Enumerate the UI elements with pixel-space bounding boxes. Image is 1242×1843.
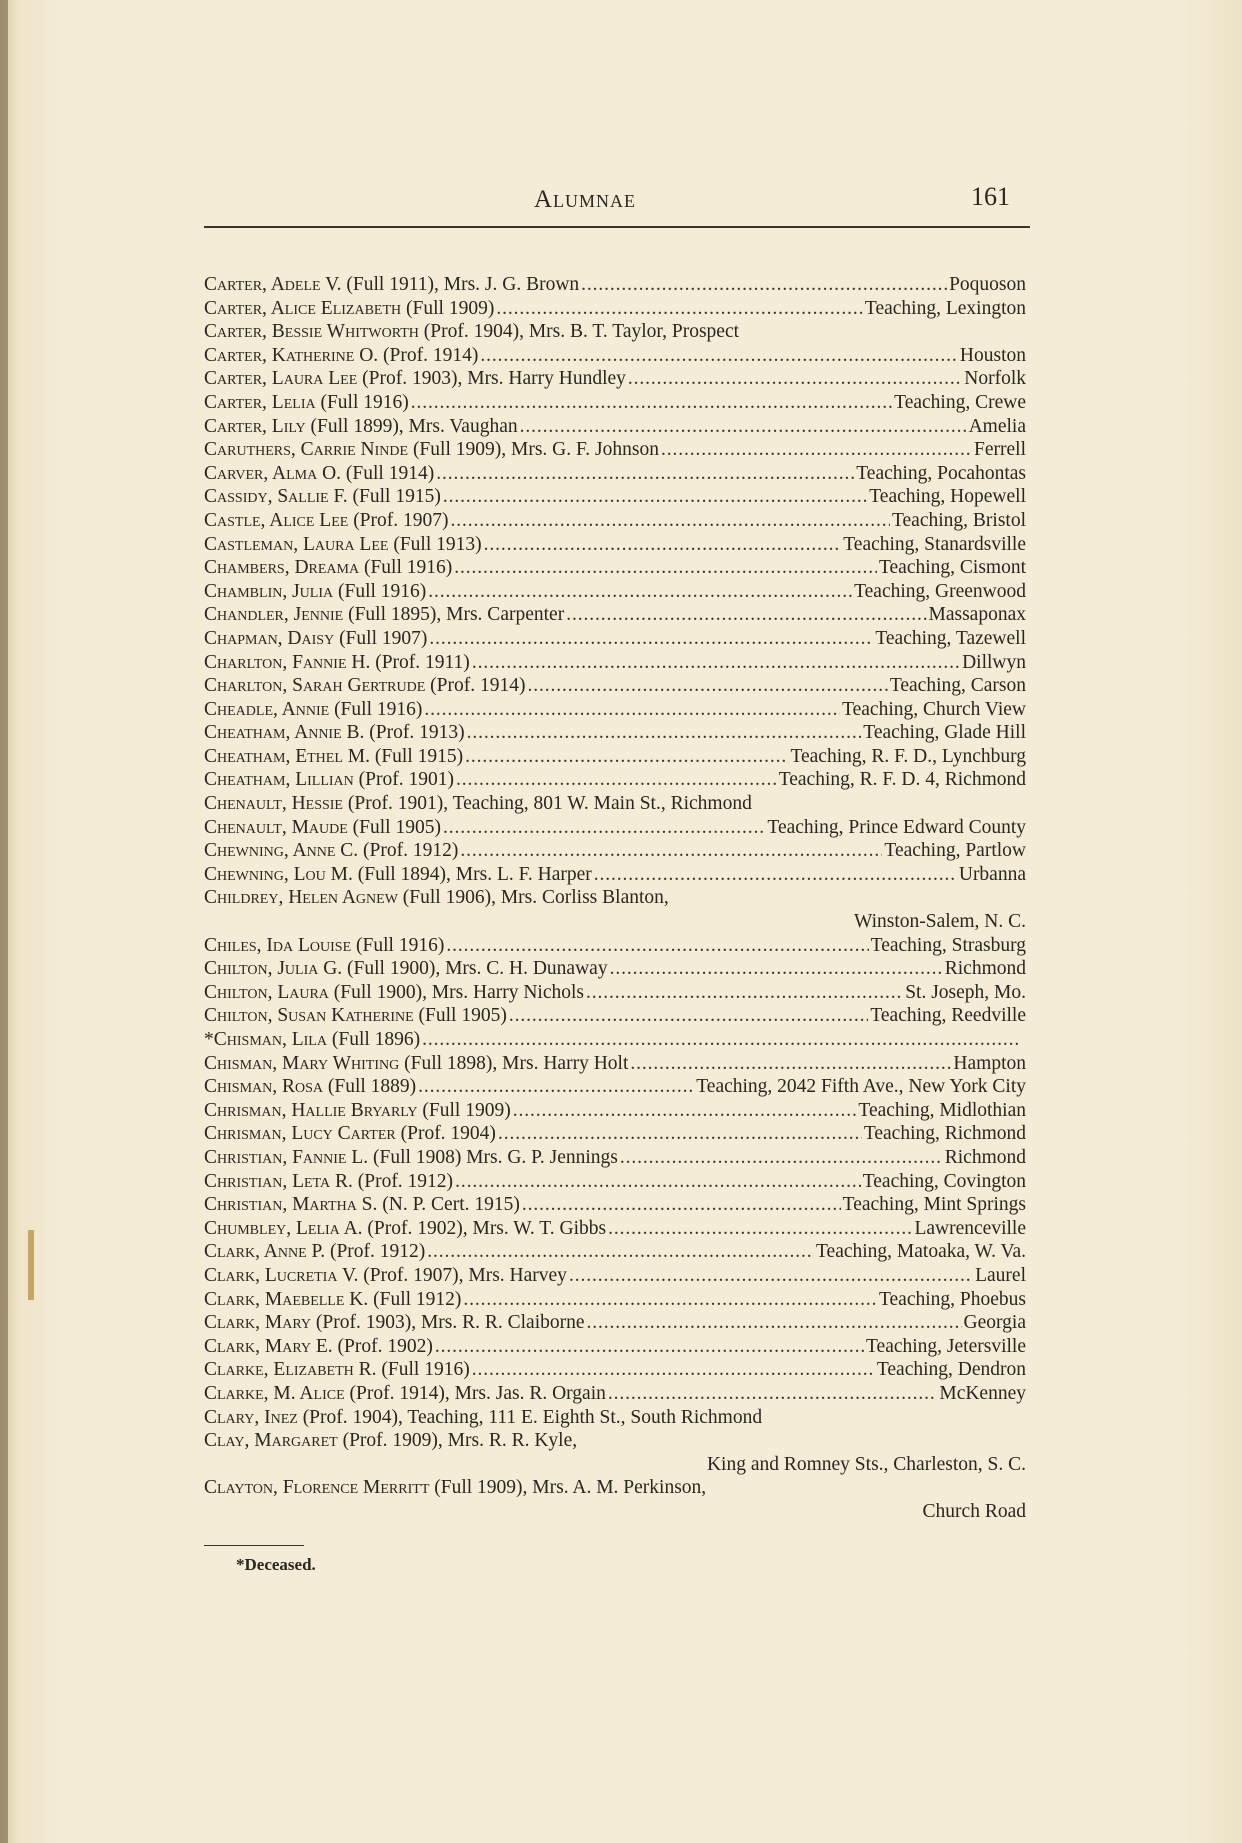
page-edge-shadow <box>0 0 8 1843</box>
list-item <box>204 816 1026 840</box>
entry-details: (Full 1913) <box>393 533 482 555</box>
entry-name: Caruthers, Carrie Ninde <box>204 439 409 461</box>
entry-continuation: Church Road <box>922 1500 1026 1522</box>
entry-name: Clay, Margaret <box>204 1430 338 1452</box>
entry-destination: Teaching, Midlothian <box>858 1099 1026 1121</box>
entry-details: (Full 1916) <box>356 934 445 956</box>
list-item <box>204 367 1026 391</box>
entry-name: Carter, Lelia <box>204 391 316 413</box>
entry-details: (Full 1896) <box>331 1029 421 1050</box>
entry-destination: Teaching, Crewe <box>894 391 1026 413</box>
entry-details: (Full 1916) <box>363 557 453 579</box>
list-item <box>204 1052 1026 1076</box>
list-item <box>204 1028 1026 1052</box>
list-item <box>204 391 1026 415</box>
entry-name: Chumbley, Lelia A. <box>204 1217 363 1239</box>
entry-details: (Prof. 1904) <box>400 1123 496 1145</box>
leader-dots <box>484 533 842 557</box>
entry-details: (Full 1894), Mrs. L. F. Harper <box>357 863 592 885</box>
leader-dots <box>472 651 960 675</box>
entry-destination: Teaching, Lexington <box>864 297 1026 319</box>
entry-details: (Full 1898), Mrs. Harry Holt <box>404 1052 629 1074</box>
leader-dots <box>456 768 777 792</box>
list-item <box>204 1311 1026 1335</box>
entry-destination: Teaching, Tazewell <box>875 627 1026 649</box>
leader-dots <box>498 1122 862 1146</box>
entry-destination: Teaching, Phoebus <box>878 1288 1026 1310</box>
entry-destination: Richmond <box>944 1146 1026 1168</box>
entry-name: Carter, Laura Lee <box>204 368 358 390</box>
leader-dots <box>451 509 890 533</box>
entry-name: Clarke, M. Alice <box>204 1382 345 1404</box>
entry-continuation: Winston-Salem, N. C. <box>854 911 1026 933</box>
entry-name: Clark, Mary <box>204 1312 311 1334</box>
list-item <box>204 910 1026 934</box>
entry-name: Cheatham, Annie B. <box>204 722 365 744</box>
entry-destination: Teaching, R. F. D., Lynchburg <box>790 745 1026 767</box>
list-item <box>204 344 1026 368</box>
leader-dots <box>620 1146 943 1170</box>
entry-name: Chrisman, Lucy Carter <box>204 1123 396 1145</box>
entry-name: Chamblin, Julia <box>204 580 334 602</box>
leader-dots <box>428 580 852 604</box>
entry-name: *Chisman, Lila <box>204 1029 327 1050</box>
leader-dots <box>472 1358 875 1382</box>
footnote: *Deceased. <box>236 1555 316 1574</box>
entry-name: Cheadle, Annie <box>204 698 330 720</box>
entry-name: Childrey, Helen Agnew <box>204 887 398 909</box>
entry-name: Chenault, Hessie <box>204 793 343 815</box>
list-item <box>204 1170 1026 1194</box>
entry-destination: Teaching, Jetersville <box>866 1335 1026 1357</box>
entry-details: (Full 1900), Mrs. C. H. Dunaway <box>347 958 608 980</box>
entry-name: Charlton, Fannie H. <box>204 651 371 673</box>
leader-dots <box>480 344 958 368</box>
leader-dots <box>569 1264 973 1288</box>
leader-dots <box>443 816 765 840</box>
entry-name: Castle, Alice Lee <box>204 509 349 531</box>
list-item <box>204 485 1026 509</box>
entry-name: Cheatham, Ethel M. <box>204 745 370 767</box>
list-item <box>204 792 1026 816</box>
list-item <box>204 320 1026 344</box>
leader-dots <box>446 934 868 958</box>
entry-destination: Teaching, Bristol <box>891 509 1026 531</box>
leader-dots <box>429 627 873 651</box>
list-item <box>204 1264 1026 1288</box>
list-item <box>204 981 1026 1005</box>
entry-details: (Full 1916) <box>320 391 409 413</box>
entry-details: (Full 1907) <box>339 627 428 649</box>
entry-name: Carter, Alice Elizabeth <box>204 297 402 319</box>
entry-destination: Teaching, Glade Hill <box>863 722 1026 744</box>
footnote-rule <box>204 1545 304 1546</box>
leader-dots <box>443 485 867 509</box>
entry-details: (Prof. 1903), Mrs. Harry Hundley <box>362 368 626 390</box>
entry-name: Chrisman, Hallie Bryarly <box>204 1099 418 1121</box>
list-item <box>204 721 1026 745</box>
list-item <box>204 1335 1026 1359</box>
leader-dots <box>661 438 972 462</box>
list-item <box>204 1122 1026 1146</box>
entry-name: Carver, Alma O. <box>204 462 342 484</box>
leader-dots <box>587 1311 962 1335</box>
leader-dots <box>496 297 863 321</box>
entry-name: Chiles, Ida Louise <box>204 934 352 956</box>
entry-destination: Teaching, Mint Springs <box>842 1194 1026 1216</box>
header-rule <box>204 226 1030 228</box>
leader-dots <box>436 462 854 486</box>
entry-destination: Laurel <box>975 1264 1026 1286</box>
entry-details: (Prof. 1901), Teaching, 801 W. Main St., Richmond <box>347 793 752 815</box>
entry-details: (Prof. 1902) <box>337 1335 433 1357</box>
entry-details: (Full 1906), Mrs. Corliss Blanton, <box>402 887 669 909</box>
list-item <box>204 1406 1026 1430</box>
leader-dots <box>630 1052 951 1076</box>
entry-destination: Amelia <box>968 415 1026 437</box>
entry-name: Clary, Inez <box>204 1406 298 1428</box>
list-item <box>204 1358 1026 1382</box>
list-item <box>204 839 1026 863</box>
entry-destination: Hampton <box>953 1052 1026 1074</box>
list-item <box>204 1075 1026 1099</box>
list-item <box>204 1288 1026 1312</box>
entry-name: Clark, Anne P. <box>204 1241 326 1263</box>
entry-details: (Prof. 1904), Mrs. B. T. Taylor, Prospect <box>423 321 740 343</box>
entry-name: Chilton, Susan Katherine <box>204 1005 414 1027</box>
list-item <box>204 533 1026 557</box>
entry-name: Chilton, Julia G. <box>204 958 343 980</box>
list-item <box>204 957 1026 981</box>
list-item <box>204 1500 1026 1524</box>
entry-name: Clarke, Elizabeth R. <box>204 1359 377 1381</box>
entry-name: Clark, Lucretia V. <box>204 1264 359 1286</box>
entry-details: (Full 1916) <box>381 1359 470 1381</box>
list-item <box>204 438 1026 462</box>
entry-details: (Prof. 1913) <box>369 722 465 744</box>
entry-destination: St. Joseph, Mo. <box>905 981 1026 1003</box>
entry-destination: Urbanna <box>958 863 1026 885</box>
entry-details: (Full 1916) <box>334 698 423 720</box>
leader-dots <box>581 273 947 297</box>
list-item <box>204 1429 1026 1453</box>
leader-dots <box>586 981 903 1005</box>
leader-dots <box>427 1240 814 1264</box>
entry-destination: Teaching, Matoaka, W. Va. <box>815 1241 1026 1263</box>
list-item <box>204 627 1026 651</box>
leader-dots <box>608 1382 937 1406</box>
entry-name: Cheatham, Lillian <box>204 769 354 791</box>
list-item <box>204 863 1026 887</box>
running-title: Alumnae <box>534 186 637 213</box>
entry-destination: Teaching, Dendron <box>876 1359 1026 1381</box>
entry-destination: Georgia <box>963 1312 1026 1334</box>
entry-details: (Full 1895), Mrs. Carpenter <box>348 604 565 626</box>
entry-details: (Prof. 1914) <box>383 344 479 366</box>
entry-name: Chewning, Lou M. <box>204 863 353 885</box>
leader-dots <box>522 1193 841 1217</box>
entry-details: (Full 1909) <box>406 297 495 319</box>
leader-dots <box>608 1217 912 1241</box>
entry-destination: Teaching, Stanardsville <box>843 533 1026 555</box>
entry-details: (Full 1908) Mrs. G. P. Jennings <box>373 1146 618 1168</box>
entry-name: Christian, Leta R. <box>204 1170 353 1192</box>
leader-dots <box>455 1170 861 1194</box>
entry-name: Chapman, Daisy <box>204 627 335 649</box>
list-item <box>204 462 1026 486</box>
leader-dots <box>467 721 862 745</box>
list-item <box>204 674 1026 698</box>
entry-details: (Full 1909), Mrs. G. F. Johnson <box>412 439 659 461</box>
entry-details: (Prof. 1909), Mrs. R. R. Kyle, <box>342 1430 578 1452</box>
entry-details: (Prof. 1904), Teaching, 111 E. Eighth St., South Richmond <box>302 1406 763 1428</box>
entry-name: Clark, Mary E. <box>204 1335 333 1357</box>
entry-details: (Prof. 1907) <box>353 509 449 531</box>
entry-name: Chewning, Anne C. <box>204 840 359 862</box>
leader-dots <box>610 957 943 981</box>
entry-details: (Prof. 1912) <box>357 1170 454 1192</box>
entry-details: (Full 1911), Mrs. J. G. Brown <box>346 274 580 295</box>
list-item <box>204 745 1026 769</box>
entry-details: (Full 1900), Mrs. Harry Nichols <box>333 981 585 1003</box>
leader-dots <box>435 1335 864 1359</box>
entry-details: (Prof. 1912) <box>329 1241 426 1263</box>
entry-destination: Dillwyn <box>962 651 1026 673</box>
list-item <box>204 1240 1026 1264</box>
list-item <box>204 1193 1026 1217</box>
list-item <box>204 1382 1026 1406</box>
entry-name: Christian, Martha S. <box>204 1194 378 1216</box>
list-item <box>204 651 1026 675</box>
leader-dots <box>418 1075 694 1099</box>
leader-dots <box>594 863 957 887</box>
leader-dots <box>424 698 840 722</box>
entry-details: (Full 1916) <box>338 580 427 602</box>
leader-dots <box>411 391 892 415</box>
list-item <box>204 580 1026 604</box>
entry-destination: Teaching, 2042 Fifth Ave., New York City <box>696 1076 1026 1098</box>
entry-name: Clark, Maebelle K. <box>204 1288 369 1310</box>
entry-destination: Massaponax <box>928 604 1026 626</box>
leader-dots <box>513 1099 857 1123</box>
leader-dots <box>566 603 926 627</box>
entry-name: Carter, Katherine O. <box>204 344 379 366</box>
list-item <box>204 415 1026 439</box>
entry-details: (Prof. 1901) <box>358 769 454 791</box>
entry-destination: McKenney <box>939 1382 1026 1404</box>
entry-name: Clayton, Florence Merritt <box>204 1477 430 1499</box>
list-item <box>204 1476 1026 1500</box>
entry-details: (Full 1915) <box>352 486 441 508</box>
entry-details: (Full 1889) <box>327 1076 417 1098</box>
entry-destination: Teaching, Reedville <box>870 1005 1026 1027</box>
entry-details: (Full 1905) <box>418 1005 507 1027</box>
entry-destination: Teaching, Richmond <box>863 1123 1026 1145</box>
entry-name: Chandler, Jennie <box>204 604 344 626</box>
margin-stain <box>28 1230 34 1300</box>
entry-destination: Teaching, Strasburg <box>870 934 1026 956</box>
entry-destination: Houston <box>959 344 1026 366</box>
page-number: 161 <box>971 182 1010 211</box>
leader-dots <box>454 556 877 580</box>
entry-destination: Teaching, Hopewell <box>869 486 1026 508</box>
entry-destination: Teaching, Partlow <box>884 840 1026 862</box>
alumnae-list <box>204 273 1026 1523</box>
entry-details: (Full 1909), Mrs. A. M. Perkinson, <box>434 1477 707 1499</box>
entry-details: (N. P. Cert. 1915) <box>382 1194 520 1216</box>
entry-details: (Full 1905) <box>352 816 441 838</box>
entry-name: Chisman, Mary Whiting <box>204 1052 400 1074</box>
leader-dots <box>422 1028 1024 1052</box>
entry-continuation: King and Romney Sts., Charleston, S. C. <box>706 1453 1026 1475</box>
entry-name: Charlton, Sarah Gertrude <box>204 675 426 697</box>
entry-details: (Prof. 1903), Mrs. R. R. Claiborne <box>315 1312 585 1334</box>
entry-destination: Richmond <box>944 958 1026 980</box>
list-item <box>204 1146 1026 1170</box>
entry-name: Cassidy, Sallie F. <box>204 486 348 508</box>
list-item <box>204 556 1026 580</box>
list-item <box>204 768 1026 792</box>
list-item <box>204 698 1026 722</box>
entry-destination: Teaching, Greenwood <box>854 580 1026 602</box>
entry-destination: Poquoson <box>949 274 1026 295</box>
leader-dots <box>509 1004 868 1028</box>
entry-details: (Prof. 1902), Mrs. W. T. Gibbs <box>367 1217 607 1239</box>
entry-name: Castleman, Laura Lee <box>204 533 389 555</box>
entry-name: Carter, Bessie Whitworth <box>204 321 419 343</box>
running-header <box>204 182 1010 226</box>
list-item <box>204 509 1026 533</box>
entry-destination: Lawrenceville <box>914 1217 1026 1239</box>
leader-dots <box>460 839 882 863</box>
entry-details: (Full 1909) <box>422 1099 511 1121</box>
entry-details: (Prof. 1914) <box>430 675 526 697</box>
leader-dots <box>465 745 788 769</box>
entry-details: (Prof. 1914), Mrs. Jas. R. Orgain <box>349 1382 606 1404</box>
list-item <box>204 886 1026 910</box>
list-item <box>204 273 1026 297</box>
entry-destination: Teaching, R. F. D. 4, Richmond <box>778 769 1026 791</box>
entry-destination: Teaching, Church View <box>842 698 1026 720</box>
entry-destination: Teaching, Cismont <box>878 557 1026 579</box>
entry-destination: Teaching, Pocahontas <box>856 462 1026 484</box>
entry-name: Carter, Lily <box>204 415 306 437</box>
list-item <box>204 934 1026 958</box>
entry-details: (Full 1915) <box>374 745 464 767</box>
entry-details: (Full 1899), Mrs. Vaughan <box>310 415 518 437</box>
entry-destination: Ferrell <box>974 439 1026 461</box>
list-item <box>204 297 1026 321</box>
leader-dots <box>628 367 962 391</box>
entry-destination: Teaching, Covington <box>862 1170 1026 1192</box>
entry-details: (Full 1912) <box>373 1288 462 1310</box>
list-item <box>204 1004 1026 1028</box>
entry-name: Chilton, Laura <box>204 981 329 1003</box>
entry-destination: Teaching, Prince Edward County <box>767 816 1026 838</box>
entry-destination: Norfolk <box>964 368 1026 390</box>
entry-name: Carter, Adele V. <box>204 274 342 295</box>
entry-details: (Prof. 1912) <box>363 840 459 862</box>
entry-name: Christian, Fannie L. <box>204 1146 369 1168</box>
entry-details: (Full 1914) <box>345 462 435 484</box>
entry-name: Chambers, Dreama <box>204 557 360 579</box>
list-item <box>204 1217 1026 1241</box>
leader-dots <box>528 674 888 698</box>
entry-name: Chisman, Rosa <box>204 1076 323 1098</box>
entry-destination: Teaching, Carson <box>889 675 1026 697</box>
leader-dots <box>463 1288 877 1312</box>
entry-details: (Prof. 1907), Mrs. Harvey <box>363 1264 567 1286</box>
entry-details: (Prof. 1911) <box>375 651 470 673</box>
list-item <box>204 603 1026 627</box>
leader-dots <box>520 415 967 439</box>
entry-name: Chenault, Maude <box>204 816 348 838</box>
list-item <box>204 1453 1026 1477</box>
list-item <box>204 1099 1026 1123</box>
